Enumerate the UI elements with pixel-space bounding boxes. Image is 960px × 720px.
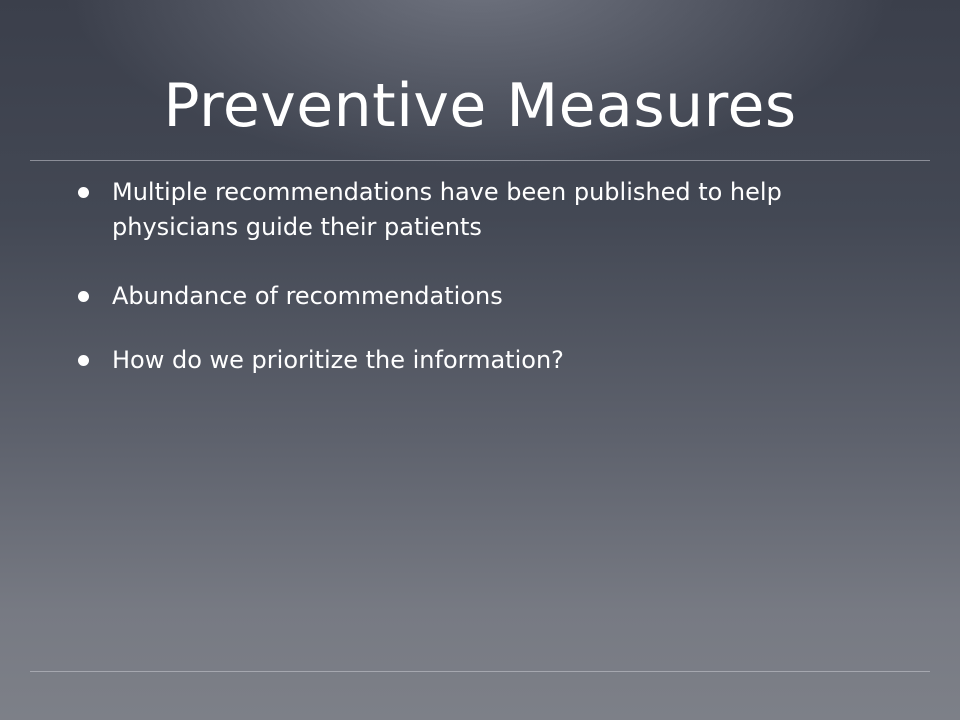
bullet-item bbox=[112, 175, 872, 245]
bullet-text: How do we prioritize the information? bbox=[112, 346, 564, 374]
bullet-dot-icon bbox=[78, 291, 89, 302]
bullet-dot-icon bbox=[78, 355, 89, 366]
title-divider bbox=[30, 160, 930, 161]
slide-title: Preventive Measures bbox=[163, 71, 797, 141]
bullet-item bbox=[112, 343, 872, 378]
bullet-dot-icon bbox=[78, 187, 89, 198]
bullet-text: Multiple recommendations have been published to help physicians guide their patients bbox=[112, 178, 782, 241]
footer-divider bbox=[30, 671, 930, 672]
bullet-text: Abundance of recommendations bbox=[112, 282, 503, 310]
bullet-item bbox=[112, 279, 872, 314]
